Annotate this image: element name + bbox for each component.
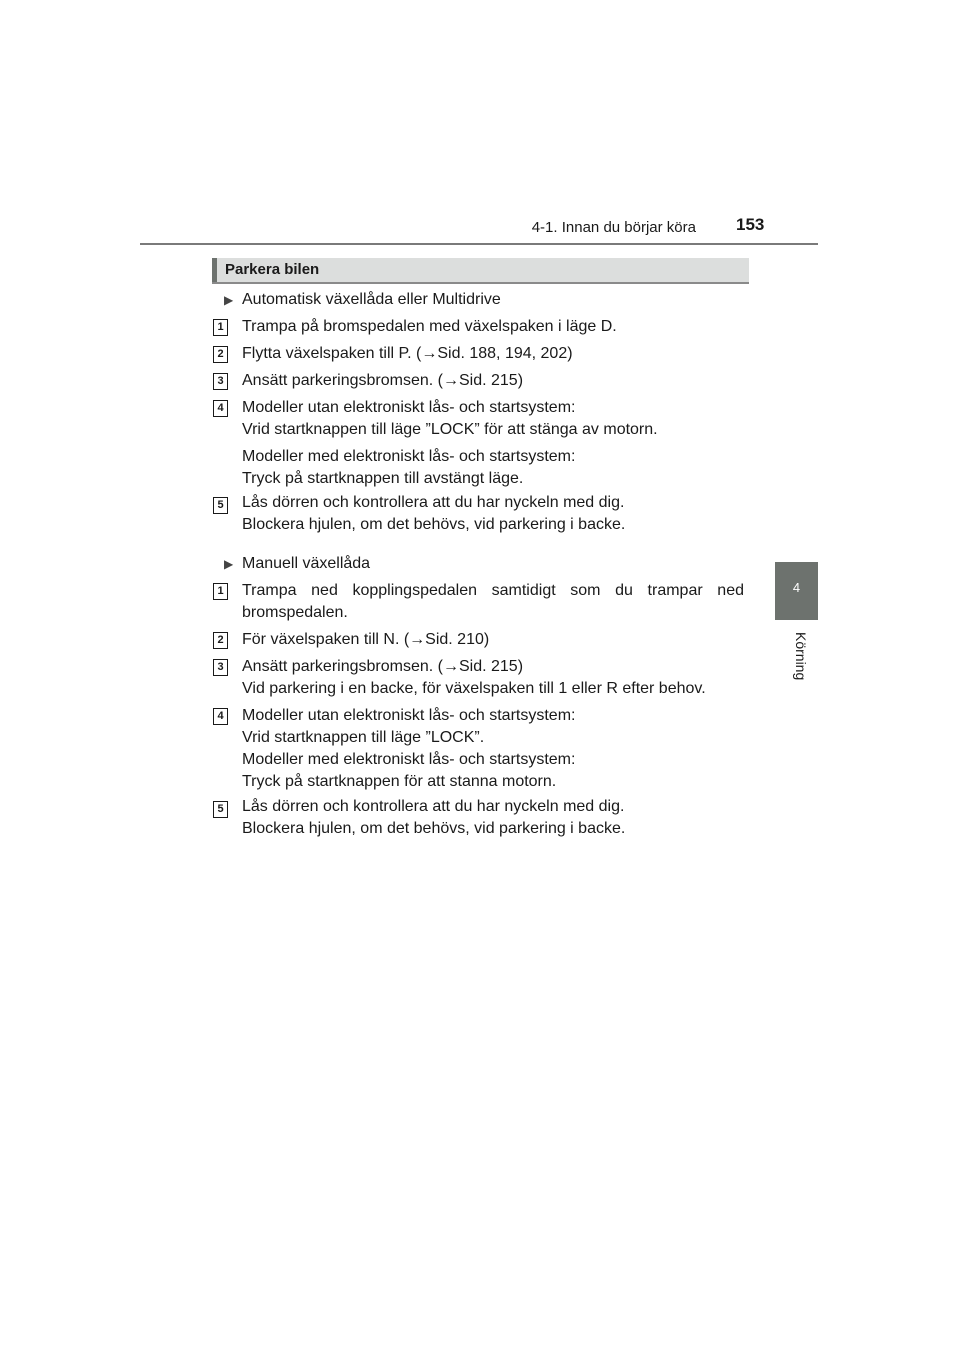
- step-text: [242, 397, 744, 490]
- step-text: [242, 316, 744, 338]
- page-number: 153: [736, 215, 765, 234]
- step-line: Modeller med elektroniskt lås- och startsystem:: [242, 751, 576, 768]
- subheading-automatic: [224, 289, 501, 311]
- step-line: Tryck på startknappen till avstängt läge.: [242, 470, 524, 487]
- step-text: [242, 796, 744, 840]
- step-text: [242, 343, 744, 365]
- step-line: Lås dörren och kontrollera att du har nyckeln med dig.: [242, 494, 625, 511]
- section-title: Parkera bilen: [225, 261, 320, 278]
- section-bar-accent: [212, 258, 217, 282]
- step-text: [242, 492, 744, 536]
- step-line: Modeller utan elektroniskt lås- och startsystem:: [242, 399, 576, 416]
- step-number-badge: 5: [213, 497, 228, 514]
- step-number-badge: 3: [213, 373, 228, 390]
- step-line: Ansätt parkeringsbromsen. (→Sid. 215): [242, 372, 524, 389]
- chapter-label: Körning: [793, 632, 809, 681]
- subheading-manual: [224, 553, 370, 575]
- step-number-badge: 2: [213, 632, 228, 649]
- step-line: bromspedalen.: [242, 604, 348, 621]
- step-line: Flytta växelspaken till P. (→Sid. 188, 194, 202): [242, 345, 573, 362]
- step-line: Vid parkering i en backe, för växelspaken till 1 eller R efter behov.: [242, 680, 706, 697]
- step-text: [242, 629, 744, 651]
- step-text: [242, 705, 744, 793]
- step-line: Trampa ned kopplingspedalen samtidigt som du trampar ned: [242, 582, 744, 599]
- step-number-badge: 3: [213, 659, 228, 676]
- step-number-badge: 1: [213, 319, 228, 336]
- step-number-badge: 4: [213, 708, 228, 725]
- step-line: Tryck på startknappen för att stanna motorn.: [242, 773, 557, 790]
- triangle-bullet-icon: ▶: [224, 557, 234, 571]
- step-number-badge: 5: [213, 801, 228, 818]
- triangle-bullet-icon: ▶: [224, 293, 234, 307]
- step-text: [242, 656, 744, 700]
- step-line: Modeller utan elektroniskt lås- och startsystem:: [242, 707, 576, 724]
- step-number-badge: 1: [213, 583, 228, 600]
- step-text: [242, 370, 744, 392]
- step-line: Blockera hjulen, om det behövs, vid parkering i backe.: [242, 820, 626, 837]
- header-rule: [140, 243, 818, 245]
- step-line: Lås dörren och kontrollera att du har nyckeln med dig.: [242, 798, 625, 815]
- step-line: Ansätt parkeringsbromsen. (→Sid. 215): [242, 658, 524, 675]
- step-line: Blockera hjulen, om det behövs, vid parkering i backe.: [242, 516, 626, 533]
- section-title-bar: [212, 258, 749, 284]
- step-line: Modeller med elektroniskt lås- och startsystem:: [242, 448, 576, 465]
- subheading-manual-label: Manuell växellåda: [242, 555, 371, 572]
- step-line: För växelspaken till N. (→Sid. 210): [242, 631, 490, 648]
- running-header-section: 4-1. Innan du börjar köra: [531, 219, 696, 236]
- chapter-number: 4: [792, 580, 801, 595]
- step-number-badge: 4: [213, 400, 228, 417]
- subheading-automatic-label: Automatisk växellåda eller Multidrive: [242, 291, 501, 308]
- chapter-tab: [775, 562, 818, 620]
- step-line: Trampa på bromspedalen med växelspaken i läge D.: [242, 318, 617, 335]
- step-text: [242, 580, 744, 624]
- step-number-badge: 2: [213, 346, 228, 363]
- step-line: Vrid startknappen till läge ”LOCK”.: [242, 729, 485, 746]
- step-line: Vrid startknappen till läge ”LOCK” för att stänga av motorn.: [242, 421, 658, 438]
